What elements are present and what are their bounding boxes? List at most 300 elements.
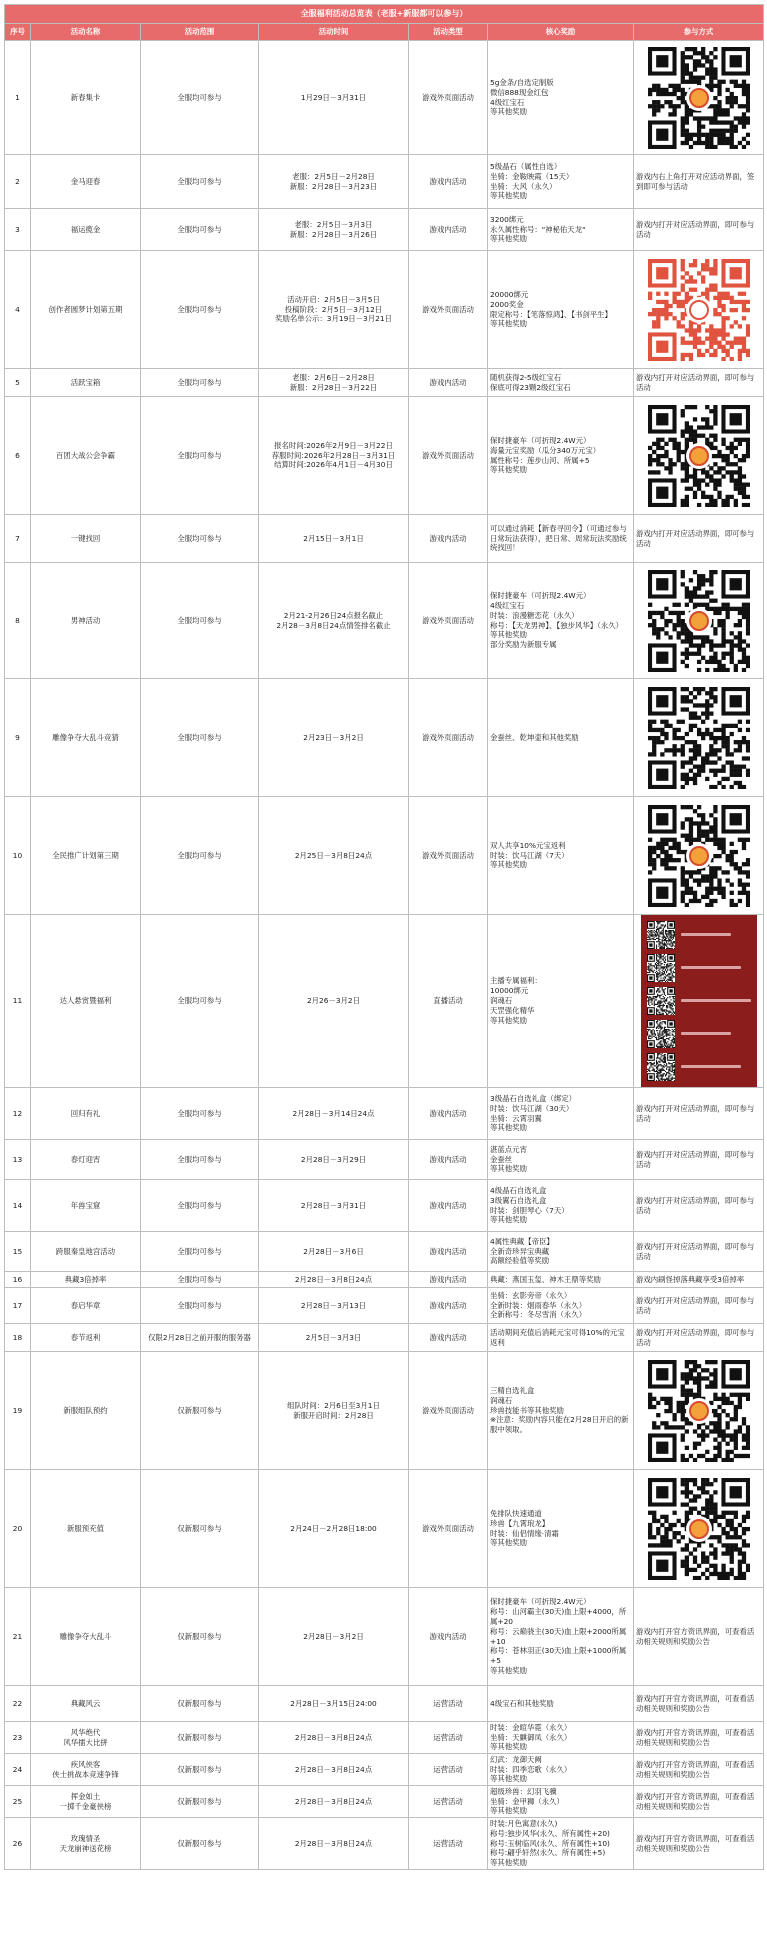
method-text: 游戏内打开官方资讯界面，可查看活动相关规则和奖励公告 [636,1693,755,1713]
cell-scope [141,397,259,515]
cell-type [409,1232,488,1272]
activity-time: 2月28日－3月8日24点 [294,1764,373,1774]
qr-code-icon [636,405,761,507]
cell-scope [141,155,259,209]
cell-type [409,397,488,515]
activity-scope: 全服均可参与 [177,1274,222,1284]
activity-time: 2月28日－3月14日24点 [292,1108,375,1118]
cell-method [634,1324,764,1352]
activity-time: 投稿阶段：2月5日－3月12日 [284,304,383,314]
cell-time [259,155,409,209]
reward-line: 4属性典藏【帝臣】 [490,1236,554,1246]
row-number: 4 [15,304,20,314]
activity-type: 游戏内活动 [429,1108,467,1118]
reward-line: 保时捷豪车（可折现2.4W元） [490,590,591,600]
cell-no [5,1786,31,1818]
reward-line: 4级红宝石 [490,600,525,610]
cell-method [634,679,764,797]
activity-time: 2月21-2月26日24点报名截止 [283,610,384,620]
reward-line: 2000奖金 [490,299,524,309]
activity-table [4,4,764,1870]
reward-line: 坐骑：金鞍映霞（15天） [490,171,574,181]
activity-time: 新服：2月28日－3月22日 [289,382,378,392]
reward-line: 20000绑元 [490,289,529,299]
activity-name: 新春集卡 [70,92,101,102]
reward-line: 全新奇珍异宝典藏 [490,1246,550,1256]
method-text: 游戏内打开对应活动界面，即可参与活动 [636,1241,755,1261]
activity-name: 风华绝代 [70,1727,101,1737]
activity-time: 新服：2月28日－3月23日 [289,181,378,191]
column-header-time: 活动时间 [259,24,409,41]
reward-line: 保时捷豪车（可折现2.4W元） [490,1596,591,1606]
cell-scope [141,369,259,397]
cell-method [634,1180,764,1232]
cell-time [259,1786,409,1818]
cell-name [31,251,141,369]
activity-name: 风华擂大比拼 [63,1737,108,1747]
cell-name [31,1272,141,1288]
activity-name: 年兽宝窟 [70,1200,101,1210]
activity-type: 运营活动 [433,1764,463,1774]
reward-line: 时装：金暄华霓（永久） [490,1722,572,1732]
cell-method [634,397,764,515]
table-row [5,41,764,155]
reward-line: 等其他奖励 [490,1164,527,1174]
reward-line: 等其他奖励 [490,1215,527,1225]
activity-scope: 全服均可参与 [177,176,222,186]
cell-time [259,41,409,155]
activity-name: 一键找回 [70,533,101,543]
cell-no [5,1272,31,1288]
cell-time [259,1088,409,1140]
reward-line: 高额经验值等奖励 [490,1256,550,1266]
reward-line: 称号:独步风华(永久、所有属性+20) [490,1828,610,1838]
table-row [5,797,764,915]
reward-line: 珍兽技能书等其他奖励 [490,1405,564,1415]
cell-name [31,1232,141,1272]
activity-time: 老服：2月6日－2月28日 [292,372,375,382]
activity-type: 游戏外页面活动 [422,304,474,314]
reward-line: 时装:月色寓意(永久) [490,1818,558,1828]
activity-time: 2月28日－3月15日24:00 [290,1698,377,1708]
activity-name: 雕像争夺大乱斗 [59,1631,112,1641]
reward-line: 等其他奖励 [490,1806,527,1816]
row-number: 10 [12,850,23,860]
cell-method [634,915,764,1088]
cell-reward [488,1232,634,1272]
cell-method [634,1722,764,1754]
reward-line: 3200绑元 [490,214,524,224]
activity-time: 2月28日－3月8日24点 [294,1732,373,1742]
cell-scope [141,1088,259,1140]
cell-scope [141,679,259,797]
cell-name [31,1470,141,1588]
activity-type: 游戏内活动 [429,224,467,234]
activity-type: 运营活动 [433,1732,463,1742]
activity-name: 百团大战公会争霸 [55,450,116,460]
row-number: 26 [12,1838,23,1848]
cell-no [5,41,31,155]
activity-time: 2月28日－3月6日 [303,1246,364,1256]
reward-line: 坐骑：天麒御凤（永久） [490,1732,572,1742]
cell-time [259,915,409,1088]
row-number: 13 [12,1154,23,1164]
method-text: 游戏内右上角打开对应活动界面，签到即可参与活动 [636,171,755,191]
activity-scope: 全服均可参与 [177,1200,222,1210]
reward-line: 称号：山河霸主(30天)血上限+4000，所属+20 [490,1606,627,1626]
cell-scope [141,1470,259,1588]
activity-type: 直播活动 [433,996,463,1005]
cell-no [5,1754,31,1786]
reward-line: 珍兽【九霄琅龙】 [490,1518,550,1528]
reward-line: 4级晶石自选礼盒 [490,1185,547,1195]
method-text: 游戏内打开官方资讯界面，可查看活动相关规则和奖励公告 [636,1833,755,1853]
reward-line: 坐骑：大风（永久） [490,181,557,191]
column-header-type: 活动类型 [409,24,488,41]
row-number: 8 [15,615,20,625]
cell-no [5,563,31,679]
reward-line: 称号：【天龙男神】、【独步风华】（永久） [490,620,624,630]
activity-time: 报名时间:2026年2月9日－3月22日 [274,440,393,450]
row-number: 21 [12,1631,23,1641]
table-row [5,1786,764,1818]
method-text: 游戏内打开官方资讯界面，可查看活动相关规则和奖励公告 [636,1791,755,1811]
table-row [5,1588,764,1686]
reward-line: 4级宝石和其他奖励 [490,1698,554,1708]
qr-code-icon [636,805,761,907]
cell-reward [488,915,634,1088]
cell-type [409,797,488,915]
cell-type [409,1470,488,1588]
activity-scope: 全服均可参与 [177,1246,222,1256]
activity-type: 运营活动 [433,1698,463,1708]
cell-name [31,1288,141,1324]
reward-line: ※注意：奖励内容只能在2月28日开启的新服中领取。 [490,1415,629,1435]
activity-name: 春灯迎宵 [70,1154,101,1164]
activity-time: 活动开启：2月5日－3月5日 [287,294,380,304]
reward-line: 等其他奖励 [490,191,527,201]
cell-time [259,1352,409,1470]
activity-time: 2月25日－3月8日24点 [294,850,373,860]
cell-name [31,1180,141,1232]
reward-line: 等其他奖励 [490,1666,527,1676]
row-number: 15 [12,1246,23,1256]
activity-scope: 全服均可参与 [177,615,222,625]
reward-line: 称号：苍林羽正(30天)血上限+1000所属+5 [490,1646,627,1666]
cell-no [5,1232,31,1272]
reward-line: 坐骑：金甲狮（永久） [490,1796,564,1806]
activity-time: 老服：2月5日－2月28日 [292,171,375,181]
cell-type [409,41,488,155]
row-number: 3 [15,224,20,234]
column-header-scope: 活动范围 [141,24,259,41]
cell-scope [141,1232,259,1272]
activity-name: 活跃宝箱 [70,377,101,387]
qr-code-red-icon [636,259,761,361]
activity-type: 游戏内活动 [429,1154,467,1164]
cell-method [634,1470,764,1588]
cell-method [634,1232,764,1272]
activity-time: 2月23日－3月2日 [303,732,364,742]
activity-time: 荐服时间:2026年2月28日－3月31日 [271,450,396,460]
table-row [5,1088,764,1140]
activity-type: 游戏内活动 [429,1200,467,1210]
activity-name: 男神活动 [70,615,101,625]
cell-reward [488,1088,634,1140]
table-row [5,1352,764,1470]
reward-line: 等其他奖励 [490,319,527,329]
cell-method [634,1588,764,1686]
cell-method [634,1686,764,1722]
reward-line: 湛蓝点元宵 [490,1144,527,1154]
cell-method [634,369,764,397]
column-header-no: 序号 [5,24,31,41]
activity-time: 新服开启时间：2月28日 [293,1410,374,1420]
activity-scope: 仅限2月28日之前开服的服务器 [148,1332,251,1342]
table-row [5,209,764,251]
method-text: 游戏内打开对应活动界面，即可参与活动 [636,1103,755,1123]
activity-time: 结算时间:2026年4月1日－4月30日 [274,460,393,470]
qr-code-icon [636,47,761,149]
reward-line: 活动期间充值后消耗元宝可得10%的元宝返利 [490,1327,625,1347]
cell-no [5,1140,31,1180]
method-text: 游戏内打开对应活动界面，即可参与活动 [636,1149,755,1169]
activity-name: 典藏风云 [70,1698,101,1708]
cell-scope [141,1722,259,1754]
cell-method [634,1754,764,1786]
activity-name: 金马迎春 [70,176,101,186]
activity-name: 新服预充值 [67,1523,104,1533]
cell-reward [488,1288,634,1324]
table-row [5,155,764,209]
cell-time [259,1180,409,1232]
activity-type: 游戏外页面活动 [422,1523,474,1533]
activity-scope: 全服均可参与 [177,850,222,860]
reward-line: 4级红宝石 [490,97,525,107]
cell-no [5,1470,31,1588]
cell-scope [141,41,259,155]
cell-scope [141,1288,259,1324]
cell-time [259,1588,409,1686]
activity-name: 侠士挑战本竞速争锋 [52,1769,119,1779]
cell-method [634,515,764,563]
reward-line: 随机获得2-5级红宝石 [490,372,562,382]
row-number: 22 [12,1698,23,1708]
cell-type [409,209,488,251]
cell-no [5,1722,31,1754]
cell-method [634,251,764,369]
activity-time: 2月28日－3月13日 [300,1300,367,1310]
row-number: 6 [15,450,20,460]
cell-reward [488,369,634,397]
table-row [5,251,764,369]
cell-method [634,1288,764,1324]
activity-scope: 仅新服可参与 [177,1405,222,1415]
activity-type: 游戏内活动 [429,1300,467,1310]
activity-time: 奖励名单公示：3月19日－3月21日 [275,314,392,324]
qr-code-icon [636,1478,761,1580]
cell-name [31,1588,141,1686]
reward-line: 金蚕丝 [490,1154,513,1164]
cell-no [5,1686,31,1722]
activity-type: 游戏内活动 [429,533,467,543]
cell-time [259,251,409,369]
cell-name [31,1140,141,1180]
cell-reward [488,1140,634,1180]
activity-type: 游戏外页面活动 [422,92,474,102]
activity-type: 游戏内活动 [429,377,467,387]
reward-line: 全新称号：冬尽雪消（永久） [490,1310,587,1320]
activity-scope: 全服均可参与 [177,1300,222,1310]
activity-name: 新服组队预约 [63,1405,108,1415]
activity-scope: 全服均可参与 [177,377,222,387]
cell-name [31,41,141,155]
reward-line: 等其他奖励 [490,630,527,640]
table-row [5,563,764,679]
reward-line: 三精自选礼盒 [490,1385,535,1395]
reward-line: 可以通过消耗【新春寻回令】（可通过参与日常玩法获得），把日常、周常玩法奖励统统找回！ [490,523,627,553]
activity-scope: 全服均可参与 [177,224,222,234]
reward-line: 时装：浪漫糖恋花（永久） [490,610,579,620]
reward-line: 保时捷豪车（可折现2.4W元） [490,435,591,445]
table-row [5,397,764,515]
cell-no [5,1180,31,1232]
cell-reward [488,1588,634,1686]
cell-reward [488,1754,634,1786]
table-row [5,1288,764,1324]
cell-no [5,679,31,797]
activity-name: 疾风侠客 [70,1759,101,1769]
activity-scope: 仅新服可参与 [177,1631,222,1641]
cell-reward [488,1324,634,1352]
cell-scope [141,515,259,563]
activity-name: 跨服秦皇地宫活动 [55,1246,116,1256]
method-text: 游戏内打开对应活动界面，即可参与活动 [636,1327,755,1347]
activity-name: 雕像争夺大乱斗竞猜 [52,732,119,742]
table-row [5,1722,764,1754]
table-row [5,369,764,397]
method-text: 游戏内打开官方资讯界面，可查看活动相关规则和奖励公告 [636,1727,755,1747]
cell-no [5,397,31,515]
cell-time [259,563,409,679]
cell-time [259,397,409,515]
activity-name: 挥金如土 [70,1791,101,1801]
cell-time [259,1232,409,1272]
method-text: 游戏内刷怪掉落典藏享受3倍掉率 [636,1274,745,1284]
cell-method [634,1818,764,1870]
cell-type [409,1722,488,1754]
cell-type [409,155,488,209]
cell-method [634,41,764,155]
activity-scope: 仅新服可参与 [177,1698,222,1708]
cell-method [634,1088,764,1140]
cell-reward [488,1722,634,1754]
activity-time: 1月29日－3月31日 [300,92,367,102]
reward-line: 时装：仙侣情缘·清霜 [490,1528,559,1538]
reward-line: 时装：剑胆琴心（7天） [490,1205,569,1215]
reward-line: 等其他奖励 [490,234,527,244]
row-number: 12 [12,1108,23,1118]
activity-name: 典藏3倍掉率 [64,1274,107,1284]
cell-time [259,209,409,251]
activity-type: 运营活动 [433,1838,463,1848]
activity-time: 组队时间：2月6日至3月1日 [287,1400,380,1410]
activity-type: 游戏内活动 [429,1246,467,1256]
reward-line: 称号：云巅骁主(30天)血上限+2000所属+10 [490,1626,627,1646]
reward-line: 坐骑：玄影旁帝（永久） [490,1290,572,1300]
table-row [5,515,764,563]
row-number: 16 [12,1274,23,1284]
cell-name [31,915,141,1088]
cell-reward [488,515,634,563]
activity-name: 天龙崩神送花榜 [59,1843,112,1853]
reward-line: 主播专属福利： [490,976,542,986]
column-header-row [5,24,764,41]
reward-line: 永久属性称号："神秘佑天龙" [490,224,586,234]
method-text: 游戏内打开对应活动界面，即可参与活动 [636,219,755,239]
cell-method [634,1140,764,1180]
activity-name: 玫瑰情圣 [70,1833,101,1843]
cell-type [409,1324,488,1352]
cell-method [634,1352,764,1470]
cell-reward [488,1686,634,1722]
activity-type: 游戏外页面活动 [422,732,474,742]
sheet-title: 全服福利活动总览表（老服+新服都可以参与） [5,5,764,24]
reward-line: 全新时装：烟雨春华（永久） [490,1300,587,1310]
reward-line: 10000绑元 [490,986,529,996]
activity-type: 游戏内活动 [429,1631,467,1641]
cell-name [31,515,141,563]
method-text: 游戏内打开官方资讯界面，可查看活动相关规则和奖励公告 [636,1626,755,1646]
cell-reward [488,679,634,797]
cell-method [634,155,764,209]
cell-method [634,563,764,679]
activity-type: 游戏内活动 [429,176,467,186]
row-number: 18 [12,1332,23,1342]
activity-time: 2月28日－3月2日 [303,1631,364,1641]
activity-time: 新服：2月28日－3月26日 [289,229,378,239]
cell-no [5,1588,31,1686]
cell-method [634,797,764,915]
table-row [5,1272,764,1288]
cell-time [259,1722,409,1754]
cell-method [634,209,764,251]
activity-scope: 全服均可参与 [177,304,222,314]
reward-line: 微信888现金红包 [490,87,549,97]
activity-name: 回归有礼 [70,1108,101,1118]
cell-no [5,1818,31,1870]
cell-reward [488,251,634,369]
row-number: 17 [12,1300,23,1310]
cell-type [409,1754,488,1786]
activity-name: 全民推广计划第三期 [52,850,119,860]
row-number: 9 [15,732,20,742]
cell-type [409,1818,488,1870]
reward-line: 天罡强化精华 [490,1005,535,1015]
table-row [5,1140,764,1180]
activity-time: 2月24日－2月28日18:00 [290,1523,377,1533]
activity-type: 游戏内活动 [429,1274,467,1284]
reward-line: 润魂石 [490,1395,513,1405]
cell-no [5,369,31,397]
cell-reward [488,1352,634,1470]
cell-no [5,1088,31,1140]
cell-reward [488,1818,634,1870]
cell-scope [141,1754,259,1786]
qr-code-icon [636,1360,761,1462]
activity-name: 达人悬赏暨福利 [59,996,112,1005]
cell-time [259,1140,409,1180]
